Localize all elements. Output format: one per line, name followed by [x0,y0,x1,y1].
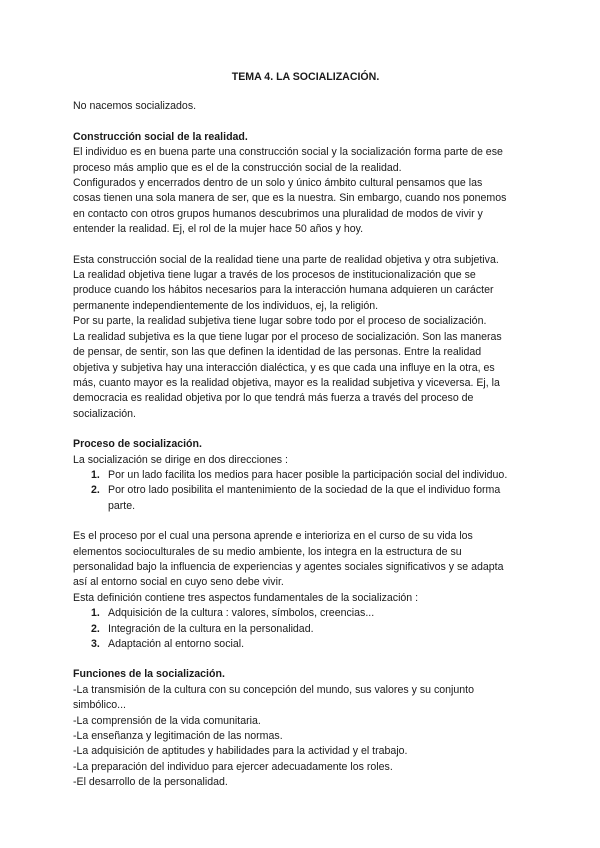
text-line: de pensar, de sentir, son las que definen la identidad de las personas. Entre la realidad [73,346,482,359]
text-line: cosas tienen una sola manera de ser, que es la nuestra. Sin embargo, cuando nos ponemos [73,192,507,205]
text-line: elementos socioculturales de su medio ambiente, los integra en la estructura de su [73,545,462,558]
section-body-realidad [73,253,530,422]
text-line: en contacto con otros grupos humanos descubrimos una pluralidad de modos de vivir y [73,207,483,220]
text-line: permanente independientemente de los individuos, ej, la religión. [73,299,379,312]
text-line: simbólico... [73,699,126,712]
text-line: La socialización se dirige en dos direcciones : [73,453,288,466]
text-line: La realidad subjetiva es la que tiene lugar por el proceso de socialización. Son las maneras [73,330,502,343]
text-line: Por su parte, la realidad subjetiva tiene lugar sobre todo por el proceso de socialización. [73,315,487,328]
list-item: Por otro lado posibilita el mantenimiento de la sociedad de la que el individuo forma parte. [108,484,501,512]
text-line: -La enseñanza y legitimación de las normas. [73,730,283,743]
text-line: democracia es realidad objetiva por lo que tendrá más fuerza a través del proceso de [73,392,474,405]
section-body-construccion [73,145,530,237]
text-line: -La adquisición de aptitudes y habilidades para la actividad y el trabajo. [73,745,408,758]
section-heading-funciones: Funciones de la socialización. [73,668,225,681]
text-line: -La comprensión de la vida comunitaria. [73,714,261,727]
text-line: -La preparación del individuo para ejercer adecuadamente los roles. [73,760,393,773]
section-body-funciones [73,683,530,791]
text-line: Configurados y encerrados dentro de un solo y único ámbito cultural pensamos que las [73,177,483,190]
text-line: Es el proceso por el cual una persona aprende e interioriza en el curso de su vida los [73,530,473,543]
document-title: TEMA 4. LA SOCIALIZACIÓN. [231,71,380,83]
list-item: Adaptación al entorno social. [108,638,245,650]
text-line: produce cuando los hábitos necesarios para la interacción humana adquieren un carácter [73,284,494,297]
text-line: La realidad objetiva tiene lugar a través de los procesos de institucionalización que se [73,269,476,282]
text-line: -El desarrollo de la personalidad. [73,776,228,789]
list-item: Integración de la cultura en la personalidad. [108,622,314,635]
text-line: así al entorno social en cuyo seno debe vivir. [73,576,284,589]
section-heading-proceso: Proceso de socialización. [73,438,202,451]
text-line: objetiva y subjetiva hay una interacción dialéctica, y es que cada una influye en la otra, es [73,361,495,374]
list-item: Adquisición de la cultura : valores, símbolos, creencias... [108,607,375,620]
text-line: -La transmisión de la cultura con su concepción del mundo, sus valores y su conjunto [73,683,475,696]
text-line: El individuo es en buena parte una construcción social y la socialización forma parte de ese [73,146,503,159]
text-line: socialización. [73,407,137,420]
aspects-list [73,606,530,652]
text-line: más, cuanto mayor es la realidad objetiva, mayor es la realidad subjetiva y viceversa. Ej, la [73,376,500,389]
text-line: Esta construcción social de la realidad tiene una parte de realidad objetiva y otra subjetiva. [73,253,499,266]
text-line: entender la realidad. Ej, el rol de la mujer hace 50 años y hoy. [73,223,364,236]
list-item: Por un lado facilita los medios para hacer posible la participación social del individuo. [108,468,508,481]
text-line: Esta definición contiene tres aspectos fundamentales de la socialización : [73,591,419,604]
text-line: personalidad bajo la influencia de experiencias y agentes sociales significativos y se adapta [73,560,504,573]
section-body-proceso [73,529,530,606]
section-heading-construccion: Construcción social de la realidad. [73,130,248,143]
text-line: proceso más amplio que es el de la construcción social de la realidad. [73,161,402,174]
intro-line: No nacemos socializados. [73,100,197,113]
directions-list [73,468,530,514]
